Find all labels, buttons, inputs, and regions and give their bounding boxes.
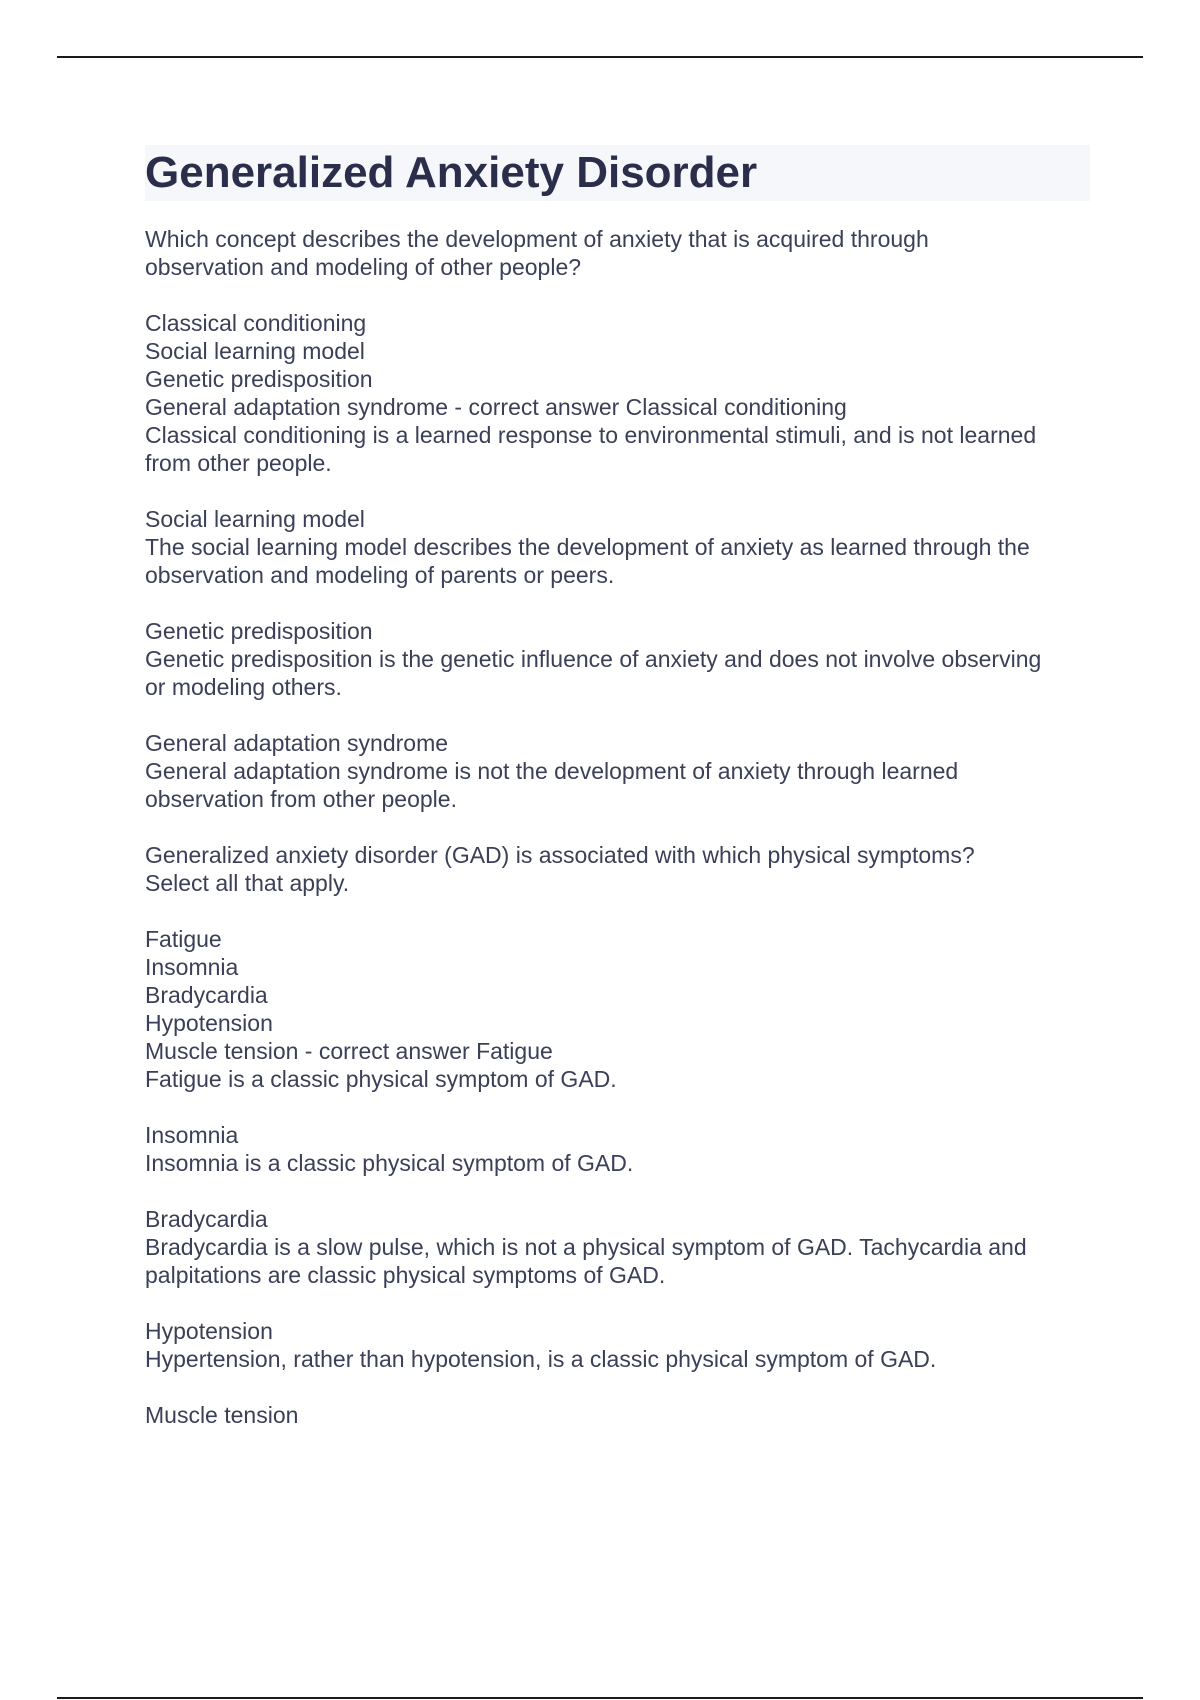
text-line: Hypotension <box>145 1318 273 1344</box>
text-line: Genetic predisposition is the genetic influence of anxiety and does not involve observing <box>145 646 1042 672</box>
text-line: General adaptation syndrome <box>145 730 449 756</box>
explanation-muscle-tension <box>145 1401 1090 1429</box>
document-body <box>145 225 1090 1429</box>
text-line: The social learning model describes the development of anxiety as learned through the <box>145 534 1030 560</box>
bottom-rule <box>57 1697 1143 1699</box>
explanation-line: Classical conditioning is a learned response to environmental stimuli, and is not learned <box>145 422 1037 448</box>
option-line: Classical conditioning <box>145 310 367 336</box>
explanation-hypotension <box>145 1317 1090 1373</box>
explanation-gas <box>145 729 1090 813</box>
text-line: Insomnia is a classic physical symptom of GAD. <box>145 1150 634 1176</box>
explanation-insomnia <box>145 1121 1090 1177</box>
text-line: observation from other people. <box>145 786 457 812</box>
explanation-social-learning <box>145 505 1090 589</box>
option-line: General adaptation syndrome - correct answer Classical conditioning <box>145 394 847 420</box>
document-title: Generalized Anxiety Disorder <box>145 145 1090 201</box>
option-line: Social learning model <box>145 338 365 364</box>
option-line: Fatigue <box>145 926 222 952</box>
text-line: General adaptation syndrome is not the development of anxiety through learned <box>145 758 959 784</box>
option-line: Insomnia <box>145 954 239 980</box>
option-line: Hypotension <box>145 1010 273 1036</box>
option-line: Bradycardia <box>145 982 268 1008</box>
text-line: Genetic predisposition <box>145 618 373 644</box>
question-1 <box>145 225 1090 281</box>
text-line: observation and modeling of other people? <box>145 254 582 280</box>
text-line: Bradycardia is a slow pulse, which is not a physical symptom of GAD. Tachycardia and <box>145 1234 1027 1260</box>
explanation-line: from other people. <box>145 450 332 476</box>
text-line: Social learning model <box>145 506 365 532</box>
text-line: Insomnia <box>145 1122 239 1148</box>
explanation-genetic <box>145 617 1090 701</box>
option-line: Muscle tension - correct answer Fatigue <box>145 1038 553 1064</box>
answer-options-1 <box>145 309 1090 477</box>
text-line: Muscle tension <box>145 1402 299 1428</box>
text-line: Which concept describes the development of anxiety that is acquired through <box>145 226 929 252</box>
text-line: Generalized anxiety disorder (GAD) is associated with which physical symptoms? <box>145 842 975 868</box>
option-line: Genetic predisposition <box>145 366 373 392</box>
text-line: Select all that apply. <box>145 870 350 896</box>
explanation-bradycardia <box>145 1205 1090 1289</box>
question-2 <box>145 841 1090 897</box>
text-line: or modeling others. <box>145 674 342 700</box>
answer-options-2 <box>145 925 1090 1093</box>
text-line: observation and modeling of parents or peers. <box>145 562 615 588</box>
top-rule <box>57 56 1143 58</box>
text-line: palpitations are classic physical symptoms of GAD. <box>145 1262 666 1288</box>
text-line: Bradycardia <box>145 1206 268 1232</box>
document-content <box>145 145 1090 1457</box>
explanation-line: Fatigue is a classic physical symptom of GAD. <box>145 1066 617 1092</box>
text-line: Hypertension, rather than hypotension, is a classic physical symptom of GAD. <box>145 1346 937 1372</box>
